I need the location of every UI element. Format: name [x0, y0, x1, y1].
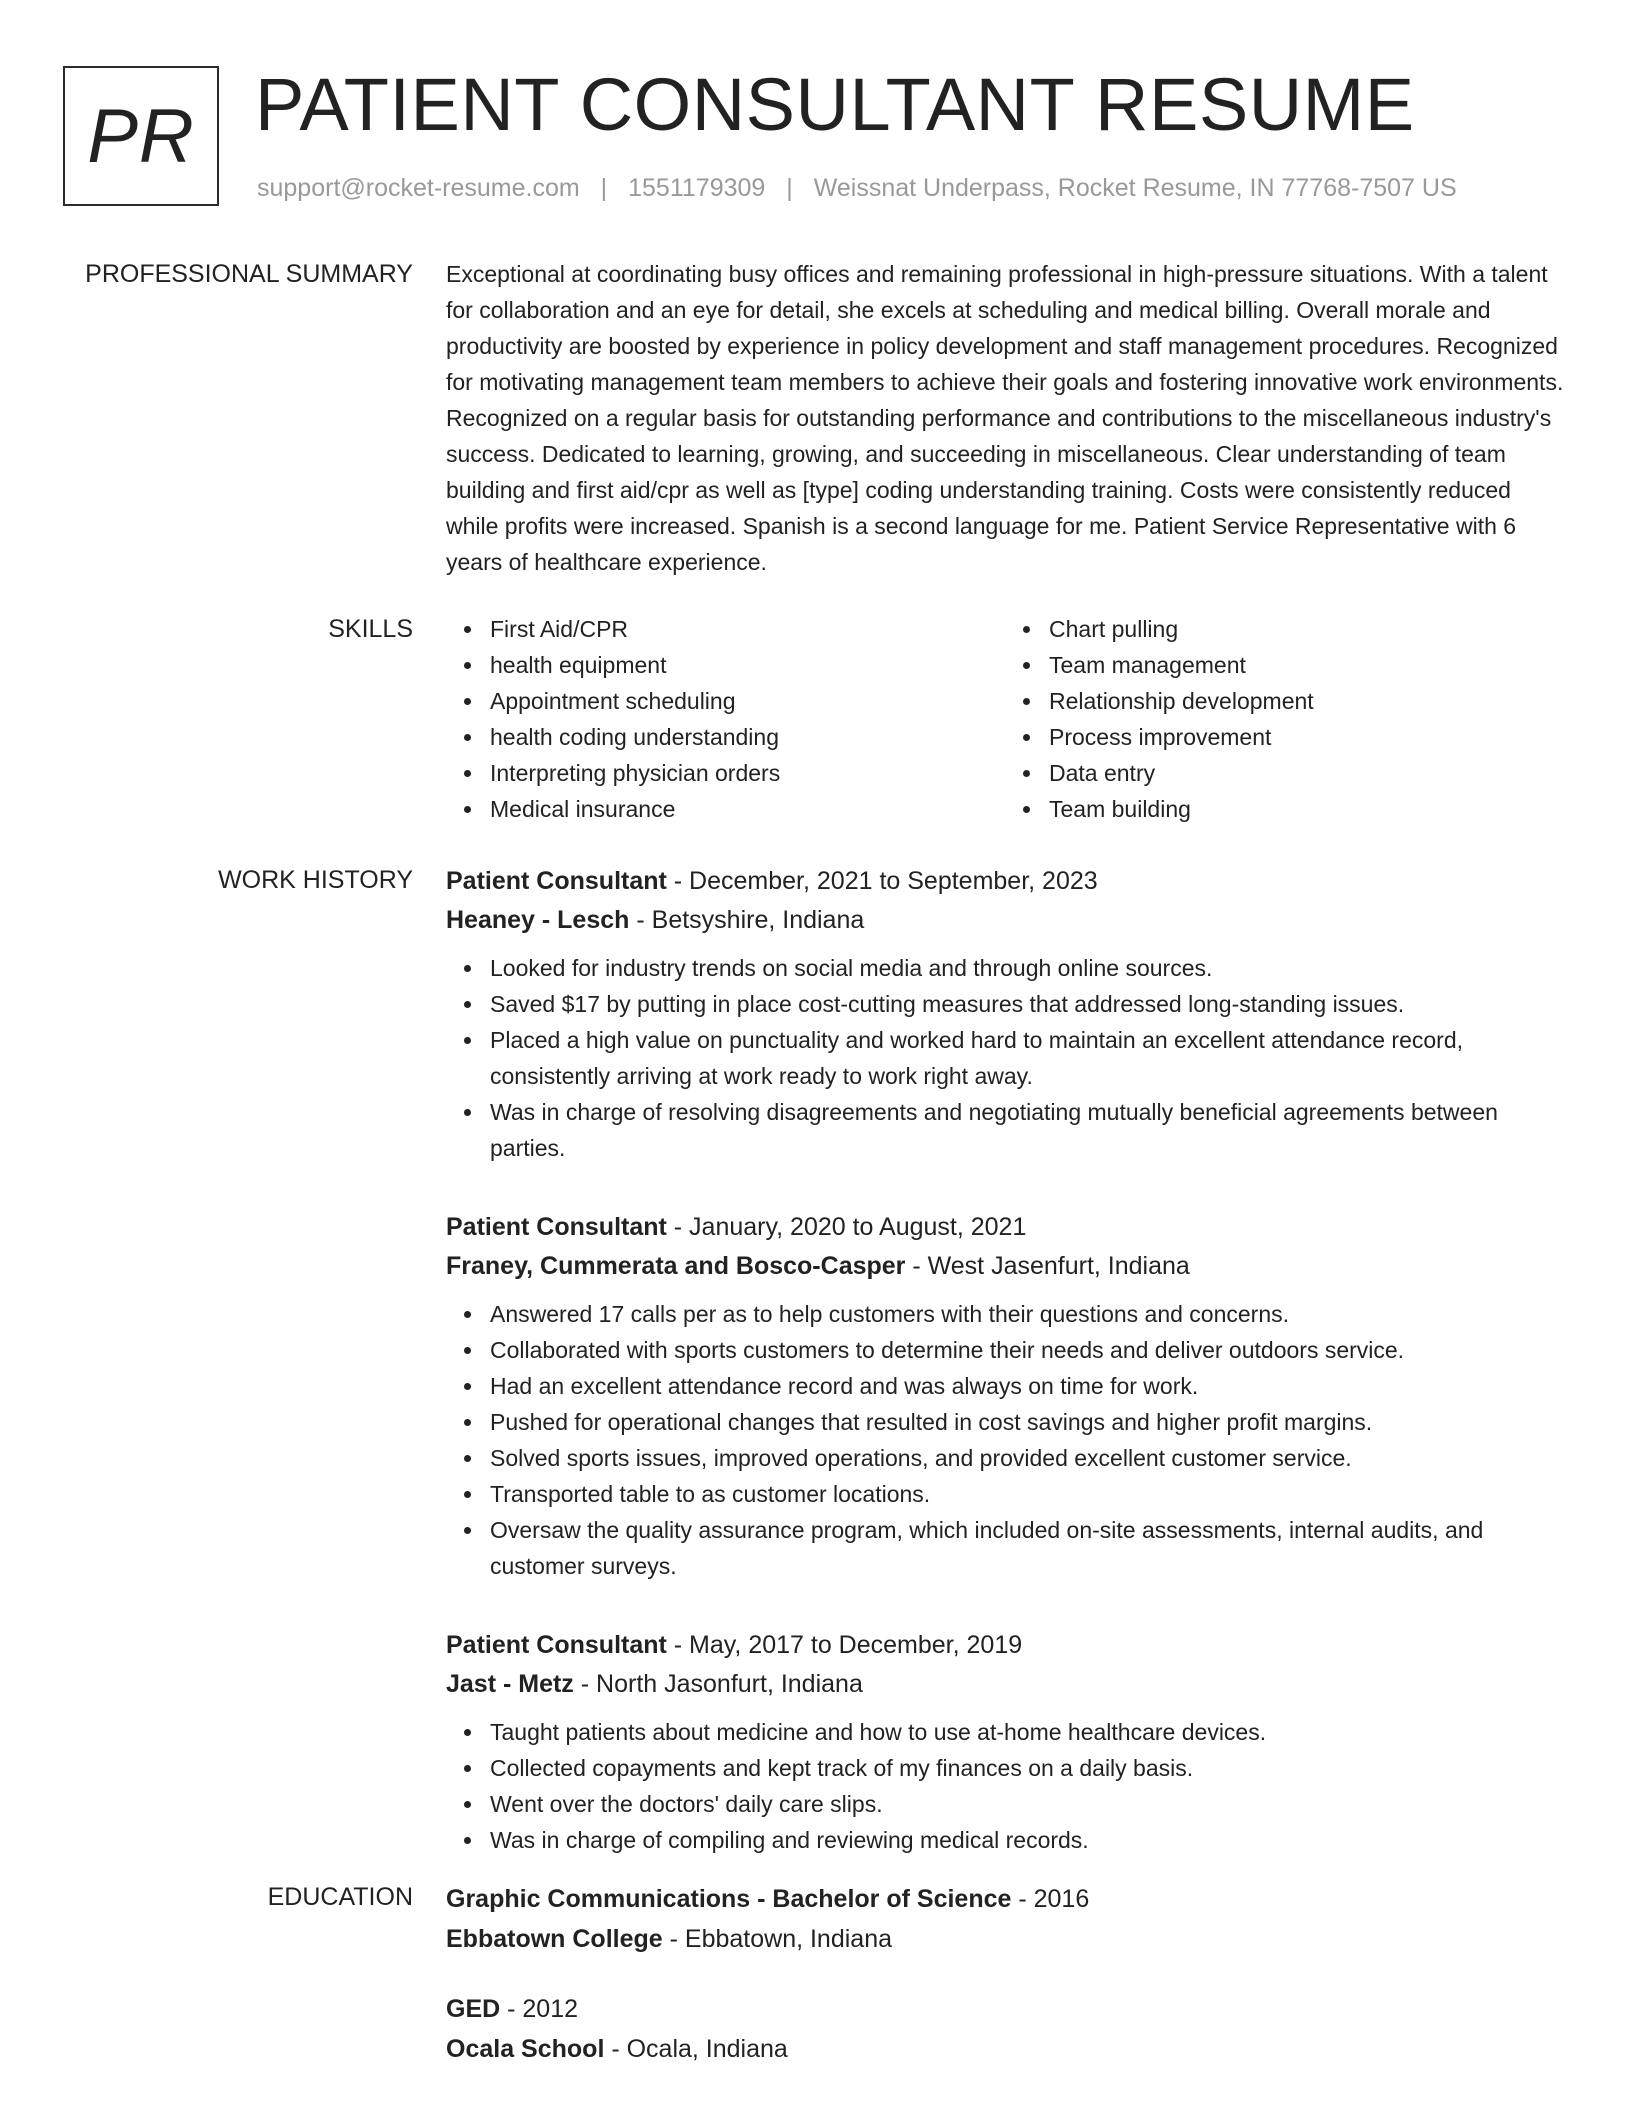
edu-year: - 2016 [1011, 1885, 1090, 1913]
skills-list-right [1005, 611, 1564, 827]
skills-list-left [446, 611, 1005, 827]
job-company: Franey, Cummerata and Bosco-Casper [446, 1252, 906, 1280]
edu-school: Ocala School [446, 2035, 605, 2063]
job-location: - North Jasonfurt, Indiana [573, 1670, 863, 1698]
job-title: Patient Consultant [446, 1213, 667, 1241]
contact-address: Weissnat Underpass, Rocket Resume, IN 77768-7507 US [813, 174, 1457, 202]
education-entry [446, 1989, 1564, 2069]
job-bullet: Had an excellent attendance record and was always on time for work. [490, 1368, 1564, 1404]
summary-label: PROFESSIONAL SUMMARY [85, 260, 413, 288]
skill-item: Medical insurance [490, 791, 1005, 827]
job-bullet: Went over the doctors' daily care slips. [490, 1786, 1564, 1822]
skill-item: Chart pulling [1049, 611, 1564, 647]
job-bullet: Collected copayments and kept track of my finances on a daily basis. [490, 1750, 1564, 1786]
job-company-line [446, 1665, 1564, 1704]
job-location: - West Jasenfurt, Indiana [905, 1252, 1190, 1280]
job-entry [446, 862, 1564, 1166]
edu-location: - Ocala, Indiana [604, 2035, 788, 2063]
skill-item: Interpreting physician orders [490, 755, 1005, 791]
contact-separator: | [600, 174, 608, 202]
resume-title: PATIENT CONSULTANT RESUME [255, 63, 1415, 146]
skill-item: Team building [1049, 791, 1564, 827]
job-bullet: Answered 17 calls per as to help customers with their questions and concerns. [490, 1296, 1564, 1332]
job-company-line [446, 1247, 1564, 1286]
job-bullets [446, 950, 1564, 1166]
work-history-body [446, 862, 1564, 1900]
edu-year: - 2012 [500, 1995, 579, 2023]
skill-item: Data entry [1049, 755, 1564, 791]
job-bullet: Was in charge of resolving disagreements and negotiating mutually beneficial agreements between parties. [490, 1094, 1564, 1166]
job-dates: - December, 2021 to September, 2023 [666, 867, 1098, 895]
job-dates: - May, 2017 to December, 2019 [666, 1631, 1023, 1659]
skill-item: Appointment scheduling [490, 683, 1005, 719]
job-bullet: Transported table to as customer locations. [490, 1476, 1564, 1512]
job-bullet: Was in charge of compiling and reviewing medical records. [490, 1822, 1564, 1858]
job-company-line [446, 901, 1564, 940]
contact-separator: | [786, 174, 793, 202]
edu-school-line [446, 2029, 1564, 2069]
skill-item: health coding understanding [490, 719, 1005, 755]
job-entry [446, 1626, 1564, 1858]
edu-degree: GED [446, 1995, 501, 2023]
job-bullet: Pushed for operational changes that resulted in cost savings and higher profit margins. [490, 1404, 1564, 1440]
contact-email[interactable]: support@rocket-resume.com [257, 174, 580, 202]
job-bullets [446, 1296, 1564, 1584]
job-bullet: Taught patients about medicine and how to use at-home healthcare devices. [490, 1714, 1564, 1750]
job-location: - Betsyshire, Indiana [629, 906, 865, 934]
job-bullet: Solved sports issues, improved operations, and provided excellent customer service. [490, 1440, 1564, 1476]
education-label: EDUCATION [267, 1883, 413, 1911]
job-bullet: Placed a high value on punctuality and worked hard to maintain an excellent attendance record, consistently arriving at work ready to work right away. [490, 1022, 1564, 1094]
monogram-logo: PR [63, 66, 219, 206]
edu-degree-line [446, 1989, 1564, 2029]
edu-school-line [446, 1919, 1564, 1959]
edu-school: Ebbatown College [446, 1925, 663, 1953]
resume-header [63, 63, 1583, 216]
skill-item: First Aid/CPR [490, 611, 1005, 647]
contact-line [257, 172, 1457, 204]
job-bullet: Looked for industry trends on social media and through online sources. [490, 950, 1564, 986]
skill-item: Process improvement [1049, 719, 1564, 755]
skill-item: health equipment [490, 647, 1005, 683]
education-body [446, 1879, 1564, 2099]
education-entry [446, 1879, 1564, 1959]
summary-text: Exceptional at coordinating busy offices and remaining professional in high-pressure situations. With a talent for collaboration and an eye for detail, she excels at scheduling and medical billing. Overall morale and productivity are boosted by experience in policy development and staff management procedures. Recognized for motivating management team members to achieve their goals and fostering innovative work environments. Recognized on a regular basis for outstanding performance and contributions to the miscellaneous industry's success. Dedicated to learning, growing, and succeeding in miscellaneous. Clear understanding of team building and first aid/cpr as well as [type] coding understanding training. Costs were consistently reduced while profits were increased. Spanish is a second language for me. Patient Service Representative with 6 years of healthcare experience. [446, 261, 1564, 575]
edu-degree: Graphic Communications - Bachelor of Science [446, 1885, 1012, 1913]
skills-label: SKILLS [328, 615, 413, 643]
summary-body [446, 256, 1564, 580]
skill-item: Team management [1049, 647, 1564, 683]
skills-body [446, 611, 1564, 827]
job-title-line [446, 862, 1564, 901]
job-bullet: Collaborated with sports customers to determine their needs and deliver outdoors service. [490, 1332, 1564, 1368]
job-entry [446, 1208, 1564, 1584]
work-history-label: WORK HISTORY [218, 866, 413, 894]
job-company: Jast - Metz [446, 1670, 574, 1698]
job-title-line [446, 1208, 1564, 1247]
job-title-line [446, 1626, 1564, 1665]
edu-location: - Ebbatown, Indiana [662, 1925, 893, 1953]
job-bullets [446, 1714, 1564, 1858]
contact-phone[interactable]: 1551179309 [628, 174, 766, 202]
job-title: Patient Consultant [446, 1631, 667, 1659]
job-company: Heaney - Lesch [446, 906, 630, 934]
job-bullet: Saved $17 by putting in place cost-cutting measures that addressed long-standing issues. [490, 986, 1564, 1022]
job-title: Patient Consultant [446, 867, 667, 895]
skill-item: Relationship development [1049, 683, 1564, 719]
job-dates: - January, 2020 to August, 2021 [666, 1213, 1027, 1241]
job-bullet: Oversaw the quality assurance program, which included on-site assessments, internal audits, and customer surveys. [490, 1512, 1564, 1584]
edu-degree-line [446, 1879, 1564, 1919]
